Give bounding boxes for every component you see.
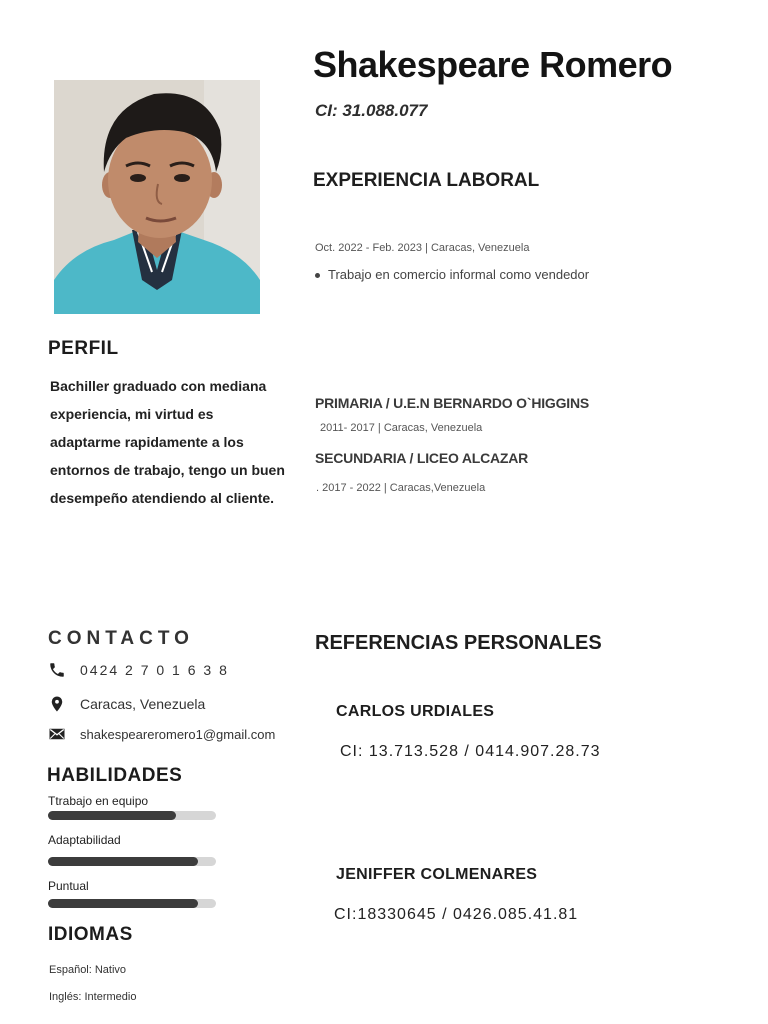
contact-heading bbox=[48, 625, 194, 649]
reference-1-contact: CI: 13.713.528 / 0414.907.28.73 bbox=[340, 743, 601, 760]
location-pin-icon bbox=[48, 695, 66, 713]
education-primary-date: 2011- 2017 | Caracas, Venezuela bbox=[320, 422, 483, 434]
candidate-name: Shakespeare Romero bbox=[313, 44, 673, 85]
contact-phone[interactable] bbox=[48, 661, 229, 679]
skill-label-teamwork: Ttrabajo en equipo bbox=[48, 794, 149, 808]
phone-icon bbox=[48, 661, 66, 679]
envelope-icon bbox=[48, 725, 66, 743]
profile-text: Bachiller graduado con mediana experiencia, mi virtud es adaptarme rapidamente a los entornos de trabajo, tengo un buen desempeño atendiendo al cliente. bbox=[50, 378, 285, 506]
education-primary-school: PRIMARIA / U.E.N BERNARDO O`HIGGINS bbox=[315, 395, 590, 411]
experience-item bbox=[315, 267, 589, 282]
reference-1-name: CARLOS URDIALES bbox=[336, 703, 495, 720]
skill-bar-adaptability bbox=[48, 857, 216, 866]
skill-label-punctual: Puntual bbox=[48, 879, 89, 893]
skill-bar-fill bbox=[48, 899, 198, 908]
contact-email[interactable] bbox=[48, 725, 275, 743]
experience-heading: EXPERIENCIA LABORAL bbox=[313, 170, 540, 191]
reference-2-name: JENIFFER COLMENARES bbox=[336, 866, 538, 883]
skill-label-adaptability: Adaptabilidad bbox=[48, 833, 121, 847]
profile-photo bbox=[54, 80, 260, 314]
contact-heading-text: CONTACTO bbox=[48, 628, 194, 649]
bullet-icon bbox=[315, 273, 320, 278]
contact-location bbox=[48, 695, 205, 713]
skill-bar-fill bbox=[48, 857, 198, 866]
experience-date: Oct. 2022 - Feb. 2023 | Caracas, Venezuela bbox=[315, 242, 530, 254]
languages-heading: IDIOMAS bbox=[48, 924, 133, 945]
skills-heading: HABILIDADES bbox=[47, 765, 183, 786]
contact-location-text: Caracas, Venezuela bbox=[80, 696, 206, 712]
language-spanish: Español: Nativo bbox=[49, 964, 127, 976]
experience-item-text: Trabajo en comercio informal como vendedor bbox=[328, 267, 590, 282]
reference-2-contact: CI:18330645 / 0426.085.41.81 bbox=[334, 906, 579, 923]
candidate-id: CI: 31.088.077 bbox=[315, 101, 428, 120]
profile-heading: PERFIL bbox=[48, 338, 119, 359]
skill-bar-teamwork bbox=[48, 811, 216, 820]
education-secondary-date: . 2017 - 2022 | Caracas,Venezuela bbox=[316, 482, 486, 494]
references-heading: REFERENCIAS PERSONALES bbox=[315, 632, 602, 654]
contact-phone-text: 0424 2 7 0 1 6 3 8 bbox=[80, 662, 229, 678]
contact-email-text: shakespeareromero1@gmail.com bbox=[80, 726, 276, 742]
skill-bar-fill bbox=[48, 811, 176, 820]
education-secondary-school: SECUNDARIA / LICEO ALCAZAR bbox=[315, 450, 529, 466]
skill-bar-punctual bbox=[48, 899, 216, 908]
language-english: Inglés: Intermedio bbox=[49, 991, 137, 1003]
